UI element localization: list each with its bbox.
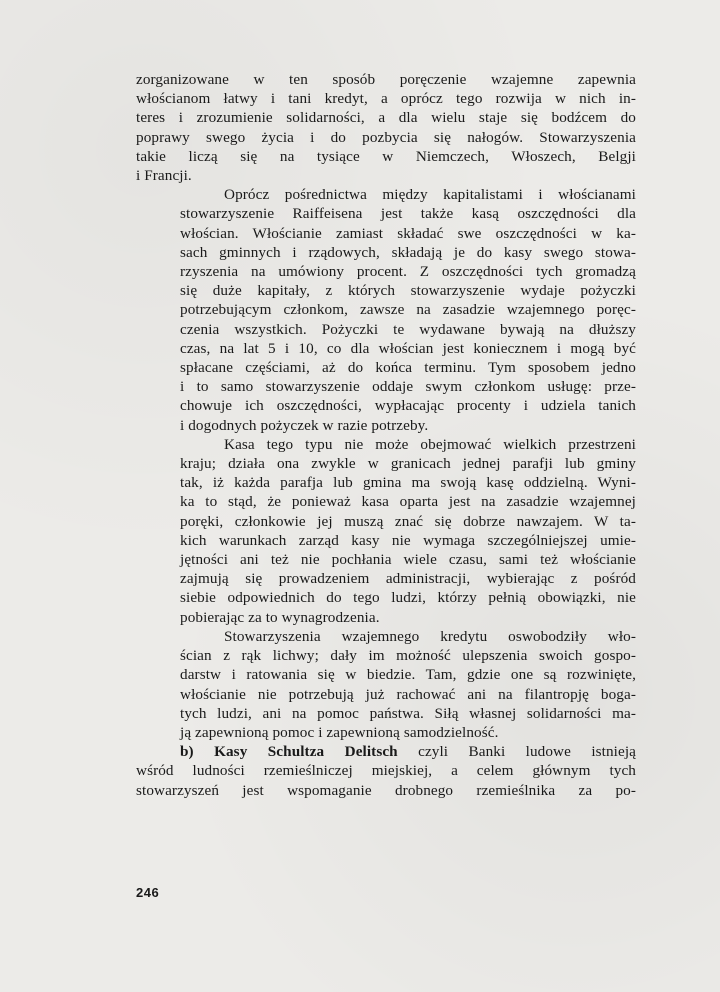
text-line: ka to stąd, że ponieważ kasa oparta jest na zasadzie wzajemnej bbox=[180, 493, 636, 511]
text-line: i dogodnych pożyczek w razie potrzeby. bbox=[180, 416, 429, 434]
text-line: tych ludzi, ani na pomoc państwa. Siłą własnej solidarności ma- bbox=[180, 704, 636, 722]
text-line: poręki, członkowie jej muszą znać się dobrze nawzajem. W ta- bbox=[180, 512, 636, 530]
text-line: jętności ani też nie pochłania wiele czasu, sami też włościanie bbox=[180, 551, 636, 569]
paragraph bbox=[136, 70, 636, 185]
text-line: Stowarzyszenia wzajemnego kredytu oswobodziły wło- bbox=[224, 627, 636, 645]
text-line: się duże kapitały, z których stowarzyszenie wydaje pożyczki bbox=[180, 282, 636, 300]
text-line: darstw i ratowania się w biedzie. Tam, gdzie one są rozwinięte, bbox=[180, 666, 636, 684]
text-line: Kasa tego typu nie może obejmować wielkich przestrzeni bbox=[224, 435, 636, 453]
text-line: i Francji. bbox=[136, 167, 192, 185]
text-line: tak, iż każda parafja lub gmina ma swoją kasę oddzielną. Wyni- bbox=[180, 474, 636, 492]
text-line: ścian z rąk lichwy; dały im możność ulepszenia swoich gospo- bbox=[180, 647, 636, 665]
text-line: sach gminnych i rządowych, składają je do kasy swego stowa- bbox=[180, 243, 636, 261]
paragraph bbox=[136, 185, 636, 435]
text-line: takie liczą się na tysiące w Niemczech, Włoszech, Belgji bbox=[136, 147, 636, 165]
text-line: czenia wszystkich. Pożyczki te wydawane bywają na dłuższy bbox=[180, 320, 636, 338]
paragraph bbox=[136, 435, 636, 627]
text-line: stowarzyszenie Raiffeisena jest także kasą oszczędności dla bbox=[180, 205, 636, 223]
text-line: wśród ludności rzemieślniczej miejskiej, a celem głównym tych bbox=[136, 762, 636, 780]
text-line: włościanom łatwy i tani kredyt, a oprócz tego rozwija w nich in- bbox=[136, 90, 636, 108]
text-line: chowuje ich oszczędności, wypłacając procenty i udziela tanich bbox=[180, 397, 636, 415]
text-line: pobierając za to wynagrodzenia. bbox=[180, 608, 380, 626]
section-heading: b) Kasy Schultza Delitsch bbox=[180, 743, 398, 761]
text-line: zorganizowane w ten sposób poręczenie wzajemne zapewnia bbox=[136, 71, 636, 88]
text-line: teres i zrozumienie solidarności, a dla wielu staje się bodźcem do bbox=[136, 109, 636, 127]
text-line: poprawy swego życia i do pozbycia się nałogów. Stowarzyszenia bbox=[136, 128, 636, 146]
text-line bbox=[136, 742, 636, 761]
text-line: włościan. Włościanie zamiast składać swe oszczędności w ka- bbox=[180, 224, 636, 242]
text-line: czas, na lat 5 i 10, co dla włościan jest koniecznem i mogą być bbox=[180, 339, 636, 357]
text-line: potrzebującym członkom, zawsze na zasadzie wzajemnego poręc- bbox=[180, 301, 636, 319]
text-line: zajmują się prowadzeniem administracji, wybierając z pośród bbox=[180, 570, 636, 588]
text-line: siebie odpowiednich do tego ludzi, którzy pełnią obowiązki, nie bbox=[180, 589, 636, 607]
text-line: Oprócz pośrednictwa między kapitalistami i włościanami bbox=[224, 186, 636, 204]
page-number: 246 bbox=[136, 885, 160, 900]
text-line: kich warunkach zarząd kasy nie wymaga szczególniejszej umie- bbox=[180, 531, 636, 549]
paragraph bbox=[136, 627, 636, 742]
paragraph-section-b bbox=[136, 742, 636, 800]
text-line: i to samo stowarzyszenie oddaje swym członkom usługę: prze- bbox=[180, 378, 636, 396]
body-text bbox=[136, 70, 636, 800]
text-line: ją zapewnioną pomoc i zapewnioną samodzielność. bbox=[180, 723, 499, 741]
text-line: stowarzyszeń jest wspomaganie drobnego rzemieślnika za po- bbox=[136, 781, 636, 799]
text-line: włościanie nie potrzebują już rachować ani na filantropję boga- bbox=[180, 685, 636, 703]
text-line: rzyszenia na umówiony procent. Z oszczędności tych gromadzą bbox=[180, 263, 636, 281]
text-line: spłacane częściami, aż do końca terminu. Tym sposobem jedno bbox=[180, 359, 636, 377]
text-line: kraju; działa ona zwykle w granicach jednej parafji lub gminy bbox=[180, 455, 636, 473]
heading-continuation: czyli Banki ludowe istnieją bbox=[397, 743, 636, 761]
